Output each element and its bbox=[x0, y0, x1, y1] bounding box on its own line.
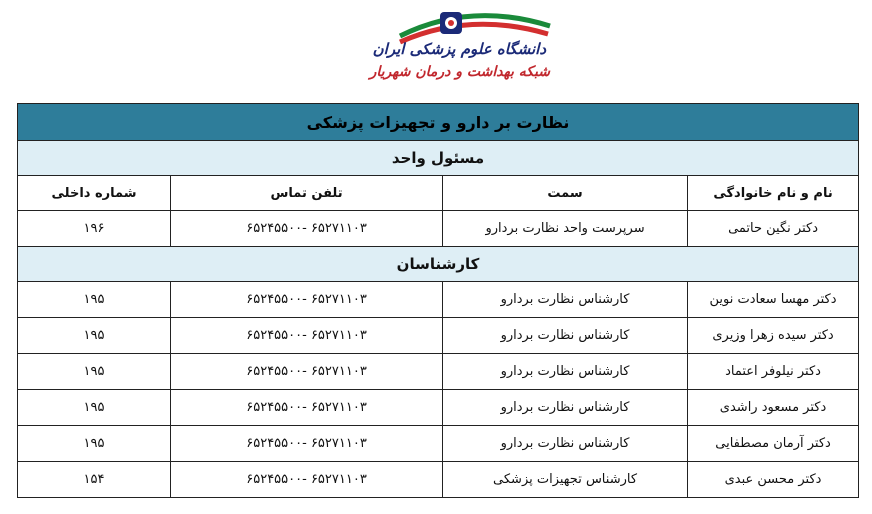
cell-position: کارشناس نظارت بردارو bbox=[443, 390, 688, 426]
table-row bbox=[18, 354, 859, 390]
column-header-row bbox=[18, 176, 859, 211]
cell-position: کارشناس نظارت بردارو bbox=[443, 354, 688, 390]
cell-name: دکتر محسن عبدی bbox=[688, 462, 859, 498]
section-row bbox=[18, 141, 859, 176]
header-phone: تلفن تماس bbox=[171, 176, 443, 211]
cell-phone: ۶۵۲۷۱۱۰۳ -۶۵۲۴۵۵۰۰ bbox=[171, 390, 443, 426]
cell-phone: ۶۵۲۷۱۱۰۳ -۶۵۲۴۵۵۰۰ bbox=[171, 282, 443, 318]
cell-phone: ۶۵۲۷۱۱۰۳ -۶۵۲۴۵۵۰۰ bbox=[171, 318, 443, 354]
cell-name: دکتر نگین حاتمی bbox=[688, 211, 859, 247]
cell-name: دکتر سیده زهرا وزیری bbox=[688, 318, 859, 354]
university-logo bbox=[360, 6, 560, 90]
cell-name: دکتر نیلوفر اعتماد bbox=[688, 354, 859, 390]
section-row bbox=[18, 247, 859, 282]
header-ext: شماره داخلی bbox=[18, 176, 171, 211]
cell-phone: ۶۵۲۷۱۱۰۳ -۶۵۲۴۵۵۰۰ bbox=[171, 426, 443, 462]
staff-table bbox=[17, 103, 859, 498]
header-position: سمت bbox=[443, 176, 688, 211]
cell-ext: ۱۹۵ bbox=[18, 282, 171, 318]
cell-position: کارشناس نظارت بردارو bbox=[443, 282, 688, 318]
cell-phone: ۶۵۲۷۱۱۰۳ -۶۵۲۴۵۵۰۰ bbox=[171, 462, 443, 498]
cell-phone: ۶۵۲۷۱۱۰۳ -۶۵۲۴۵۵۰۰ bbox=[171, 354, 443, 390]
table-row bbox=[18, 426, 859, 462]
cell-position: سرپرست واحد نظارت بردارو bbox=[443, 211, 688, 247]
cell-ext: ۱۹۶ bbox=[18, 211, 171, 247]
cell-ext: ۱۵۴ bbox=[18, 462, 171, 498]
cell-ext: ۱۹۵ bbox=[18, 354, 171, 390]
section-head-of-unit: مسئول واحد bbox=[18, 141, 859, 176]
table-title-row bbox=[18, 104, 859, 141]
cell-ext: ۱۹۵ bbox=[18, 318, 171, 354]
table-title: نظارت بر دارو و تجهیزات پزشکی bbox=[18, 104, 859, 141]
section-experts: کارشناسان bbox=[18, 247, 859, 282]
cell-ext: ۱۹۵ bbox=[18, 426, 171, 462]
cell-position: کارشناس نظارت بردارو bbox=[443, 426, 688, 462]
cell-position: کارشناس نظارت بردارو bbox=[443, 318, 688, 354]
cell-name: دکتر مسعود راشدی bbox=[688, 390, 859, 426]
cell-ext: ۱۹۵ bbox=[18, 390, 171, 426]
cell-position: کارشناس تجهیزات پزشکی bbox=[443, 462, 688, 498]
table-row bbox=[18, 390, 859, 426]
header-name: نام و نام خانوادگی bbox=[688, 176, 859, 211]
table-row bbox=[18, 282, 859, 318]
logo-university-name: دانشگاه علوم پزشکی ایران bbox=[372, 40, 546, 58]
logo-network-name: شبکه بهداشت و درمان شهریار bbox=[369, 64, 550, 80]
cell-name: دکتر مهسا سعادت نوین bbox=[688, 282, 859, 318]
table-row bbox=[18, 462, 859, 498]
cell-phone: ۶۵۲۷۱۱۰۳ -۶۵۲۴۵۵۰۰ bbox=[171, 211, 443, 247]
table-row bbox=[18, 211, 859, 247]
table-row bbox=[18, 318, 859, 354]
cell-name: دکتر آرمان مصطفایی bbox=[688, 426, 859, 462]
